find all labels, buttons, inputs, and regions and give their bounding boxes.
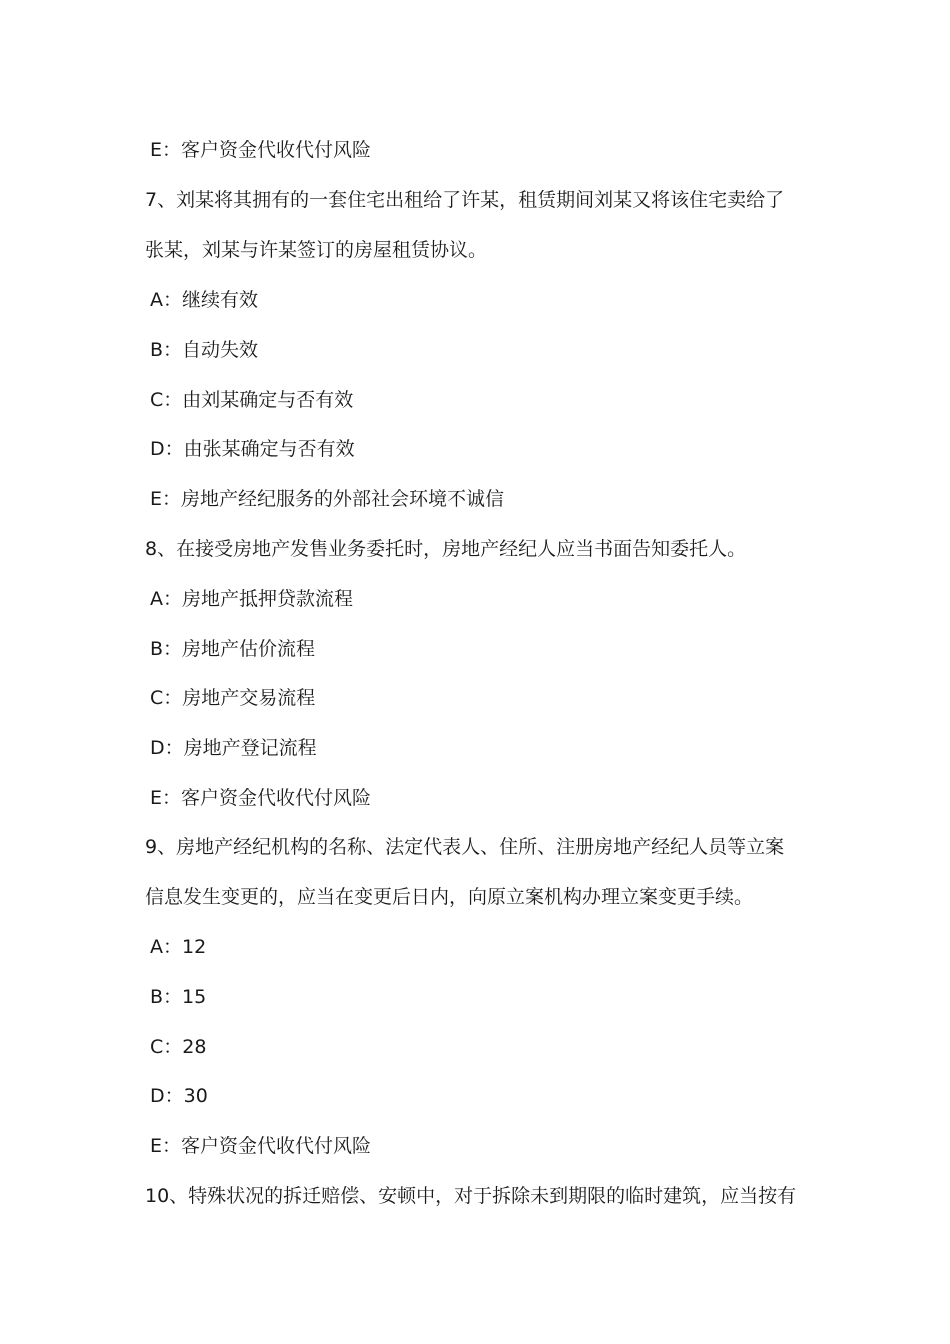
q10-question-line-1: 10、特殊状况的拆迁赔偿、安顿中，对于拆除未到期限的临时建筑，应当按有 bbox=[145, 1185, 797, 1207]
q9-option-e: E：客户资金代收代付风险 bbox=[150, 1135, 372, 1157]
q9-question-line-1: 9、房地产经纪机构的名称、法定代表人、住所、注册房地产经纪人员等立案 bbox=[145, 836, 785, 858]
q7-option-e: E：房地产经纪服务的外部社会环境不诚信 bbox=[150, 488, 505, 510]
q8-option-a: A：房地产抵押贷款流程 bbox=[150, 588, 353, 610]
q7-question-line-1: 7、刘某将其拥有的一套住宅出租给了许某，租赁期间刘某又将该住宅卖给了 bbox=[145, 189, 785, 211]
q7-option-a: A：继续有效 bbox=[150, 289, 258, 311]
q7-option-b: B：自动失效 bbox=[150, 339, 259, 361]
q9-option-a: A：12 bbox=[150, 936, 207, 958]
q9-option-d: D：30 bbox=[150, 1085, 208, 1107]
q9-option-b: B：15 bbox=[150, 986, 207, 1008]
q8-question-line-1: 8、在接受房地产发售业务委托时，房地产经纪人应当书面告知委托人。 bbox=[145, 538, 747, 560]
q9-question-line-2: 信息发生变更的，应当在变更后日内，向原立案机构办理立案变更手续。 bbox=[145, 886, 754, 908]
q8-option-c: C：房地产交易流程 bbox=[150, 687, 316, 709]
q8-option-e: E：客户资金代收代付风险 bbox=[150, 787, 372, 809]
q6-option-e: E：客户资金代收代付风险 bbox=[150, 139, 372, 161]
q8-option-b: B：房地产估价流程 bbox=[150, 638, 316, 660]
q9-option-c: C：28 bbox=[150, 1036, 207, 1058]
q7-question-line-2: 张某，刘某与许某签订的房屋租赁协议。 bbox=[145, 239, 488, 261]
q7-option-c: C：由刘某确定与否有效 bbox=[150, 389, 354, 411]
q8-option-d: D：房地产登记流程 bbox=[150, 737, 317, 759]
q7-option-d: D：由张某确定与否有效 bbox=[150, 438, 355, 460]
